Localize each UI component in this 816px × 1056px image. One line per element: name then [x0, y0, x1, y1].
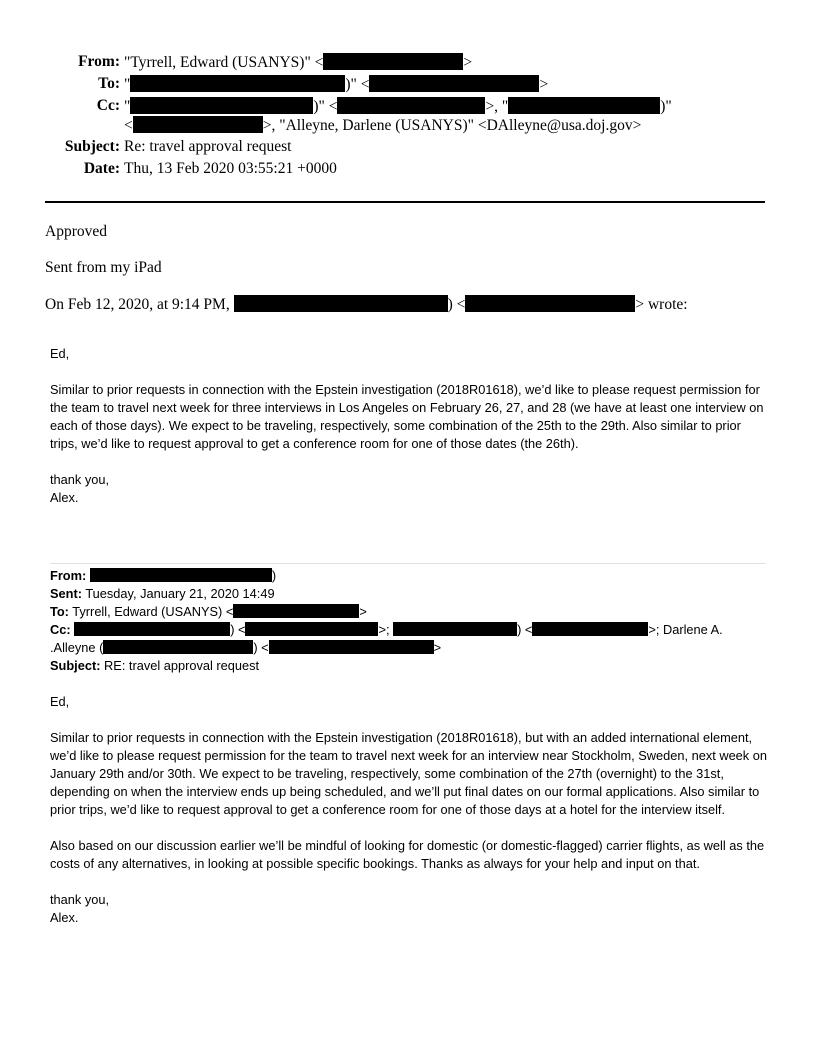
redaction-box: [130, 97, 313, 114]
redaction-box: [233, 604, 359, 618]
message2-from-label: From:: [50, 568, 87, 583]
date-label: Date:: [83, 160, 120, 177]
message2-to: [50, 603, 770, 621]
message2-cc-d: >; Darlene A.: [648, 622, 723, 637]
message2-cc2-start: .Alleyne (: [50, 640, 104, 655]
message2-to-end: >: [359, 604, 367, 619]
to-mid: )" <: [345, 76, 370, 93]
cc-open: ": [124, 98, 131, 115]
to-open: ": [124, 76, 131, 93]
message1-signature: Alex.: [50, 490, 79, 505]
attribution-prefix: On Feb 12, 2020, at 9:14 PM,: [45, 296, 230, 313]
message2-to-label: To:: [50, 604, 69, 619]
redaction-box: [269, 640, 434, 654]
cc-value: [124, 97, 672, 116]
quoted-message-1: [50, 345, 770, 507]
email-header: [0, 0, 816, 200]
cc2-rest: >, "Alleyne, Darlene (USANYS)" <DAlleyne@usa.doj.gov>: [262, 117, 642, 134]
redaction-box: [234, 295, 448, 312]
redaction-box: [133, 116, 263, 133]
message1-greeting: Ed,: [50, 346, 70, 361]
header-divider: [45, 201, 765, 203]
redaction-box: [74, 622, 230, 636]
quoted-message-2: [50, 567, 770, 927]
message2-cc-a: ) <: [230, 622, 246, 637]
redaction-box: [103, 640, 253, 654]
subject-label: Subject:: [64, 138, 120, 155]
message2-subject-label: Subject:: [50, 658, 101, 673]
message2-cc-c: ) <: [517, 622, 533, 637]
cc-end: )": [660, 98, 672, 115]
message1-body: Similar to prior requests in connection with the Epstein investigation (2018R01618), we’d like to please request permission for the team to travel next week for three interviews in Los Angeles on February 26, 27, and 28 (we have at least one interview on each of those days). We expect to be traveling, respectively, some combination of the 25th to the 29th. Also similar to prior trips, we’d like to request approval to get a conference room for one of those dates (the 26th).: [50, 382, 764, 451]
from-label: From:: [78, 53, 120, 70]
redaction-box: [130, 75, 345, 92]
cc-mid: )" <: [313, 98, 338, 115]
message2-cc-label: Cc:: [50, 622, 71, 637]
redaction-box: [393, 622, 517, 636]
message1-closing: thank you,: [50, 472, 110, 487]
message2-to-value: Tyrrell, Edward (USANYS) <: [72, 604, 234, 619]
redaction-box: [90, 568, 272, 582]
date-value: Thu, 13 Feb 2020 03:55:21 +0000: [124, 160, 337, 177]
message2-sent-value: Tuesday, January 21, 2020 14:49: [85, 586, 275, 601]
attribution-end: > wrote:: [635, 296, 688, 313]
message2-cc2-end: >: [433, 640, 442, 655]
message2-cc-b: >;: [378, 622, 390, 637]
reply-approved: Approved: [45, 223, 107, 240]
message2-from: [50, 567, 770, 585]
to-label: To:: [98, 75, 120, 92]
message2-cc-line2: [50, 639, 770, 657]
from-name: "Tyrrell, Edward (USANYS)" <: [124, 54, 324, 71]
attribution-mid: ) <: [447, 296, 466, 313]
message2-signature: Alex.: [50, 910, 79, 925]
redaction-box: [532, 622, 648, 636]
message-separator: [50, 563, 766, 564]
message2-from-end: ): [271, 568, 277, 583]
redaction-box: [337, 97, 485, 114]
redaction-box: [508, 97, 660, 114]
redaction-box: [369, 75, 539, 92]
cc-label: Cc:: [96, 97, 120, 114]
to-end: >: [539, 76, 549, 93]
subject-value: Re: travel approval request: [124, 138, 292, 155]
message2-body2: Also based on our discussion earlier we’ll be mindful of looking for domestic (or domestic-flagged) carrier flights, as well as the costs of any alternatives, in looking at possible specific bookings. Thanks as always for your help and input on that.: [50, 838, 765, 871]
message2-greeting: Ed,: [50, 694, 70, 709]
message2-sent-label: Sent:: [50, 586, 82, 601]
from-value: [124, 53, 472, 72]
cc2-open: <: [124, 117, 133, 134]
from-end: >: [463, 54, 473, 71]
message2-body1: Similar to prior requests in connection with the Epstein investigation (2018R01618), but with an added international element, we’d like to please request permission for the team to travel next week for an interview near Stockholm, Sweden, next week on January 29th and/or 30th. We expect to be traveling, respectively, some combination of the 27th (overnight) to the 31st, depending on when the interview ends up being scheduled, and we’ll put final dates on our formal applications. Also similar to prior trips, we’d like to request approval to get a conference room for one of those days at a hotel for the interview itself.: [50, 730, 767, 817]
message2-cc: [50, 621, 770, 639]
reply-attribution: [45, 295, 688, 314]
redaction-box: [245, 622, 378, 636]
message2-subject: [50, 657, 770, 675]
message2-cc2-mid: ) <: [253, 640, 269, 655]
redaction-box: [323, 53, 463, 70]
cc-value-line2: [124, 116, 641, 135]
message2-sent: [50, 585, 770, 603]
message2-subject-value: RE: travel approval request: [104, 658, 260, 673]
cc-mid2: >, ": [485, 98, 509, 115]
to-value: [124, 75, 548, 94]
redaction-box: [465, 295, 635, 312]
reply-sent-from: Sent from my iPad: [45, 259, 162, 276]
message2-closing: thank you,: [50, 892, 110, 907]
